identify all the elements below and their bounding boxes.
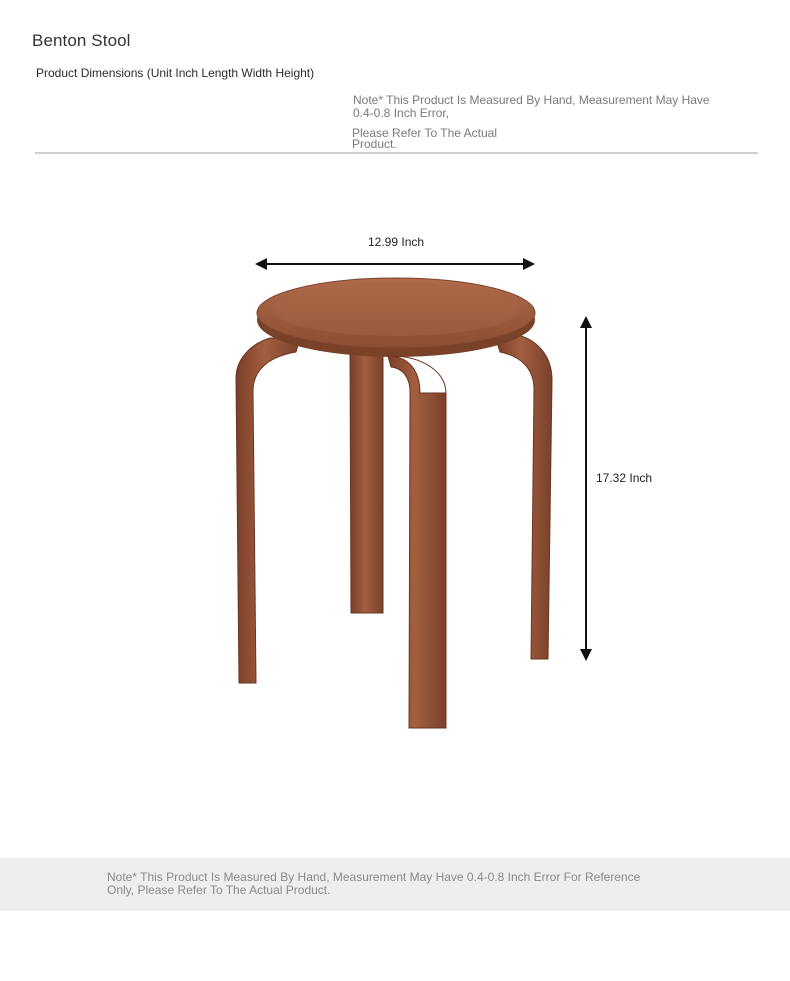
height-dimension-label: 17.32 Inch	[596, 471, 653, 485]
height-arrow	[580, 316, 592, 661]
measurement-note-footer: Note* This Product Is Measured By Hand, Measurement May Have 0.4-0.8 Inch Error For Reference Only, Please Refer To The Actual Product.	[107, 870, 641, 897]
stool-image	[236, 278, 552, 728]
dimensions-subtitle: Product Dimensions (Unit Inch Length Width Height)	[36, 66, 315, 80]
page-title: Benton Stool	[32, 31, 131, 50]
width-arrow	[255, 258, 535, 270]
width-dimension-label: 12.99 Inch	[368, 235, 425, 249]
measurement-note-top-continued: Please Refer To The Actual Product.	[352, 126, 497, 151]
measurement-note-top: Note* This Product Is Measured By Hand, Measurement May Have 0.4-0.8 Inch Error,	[353, 93, 710, 120]
